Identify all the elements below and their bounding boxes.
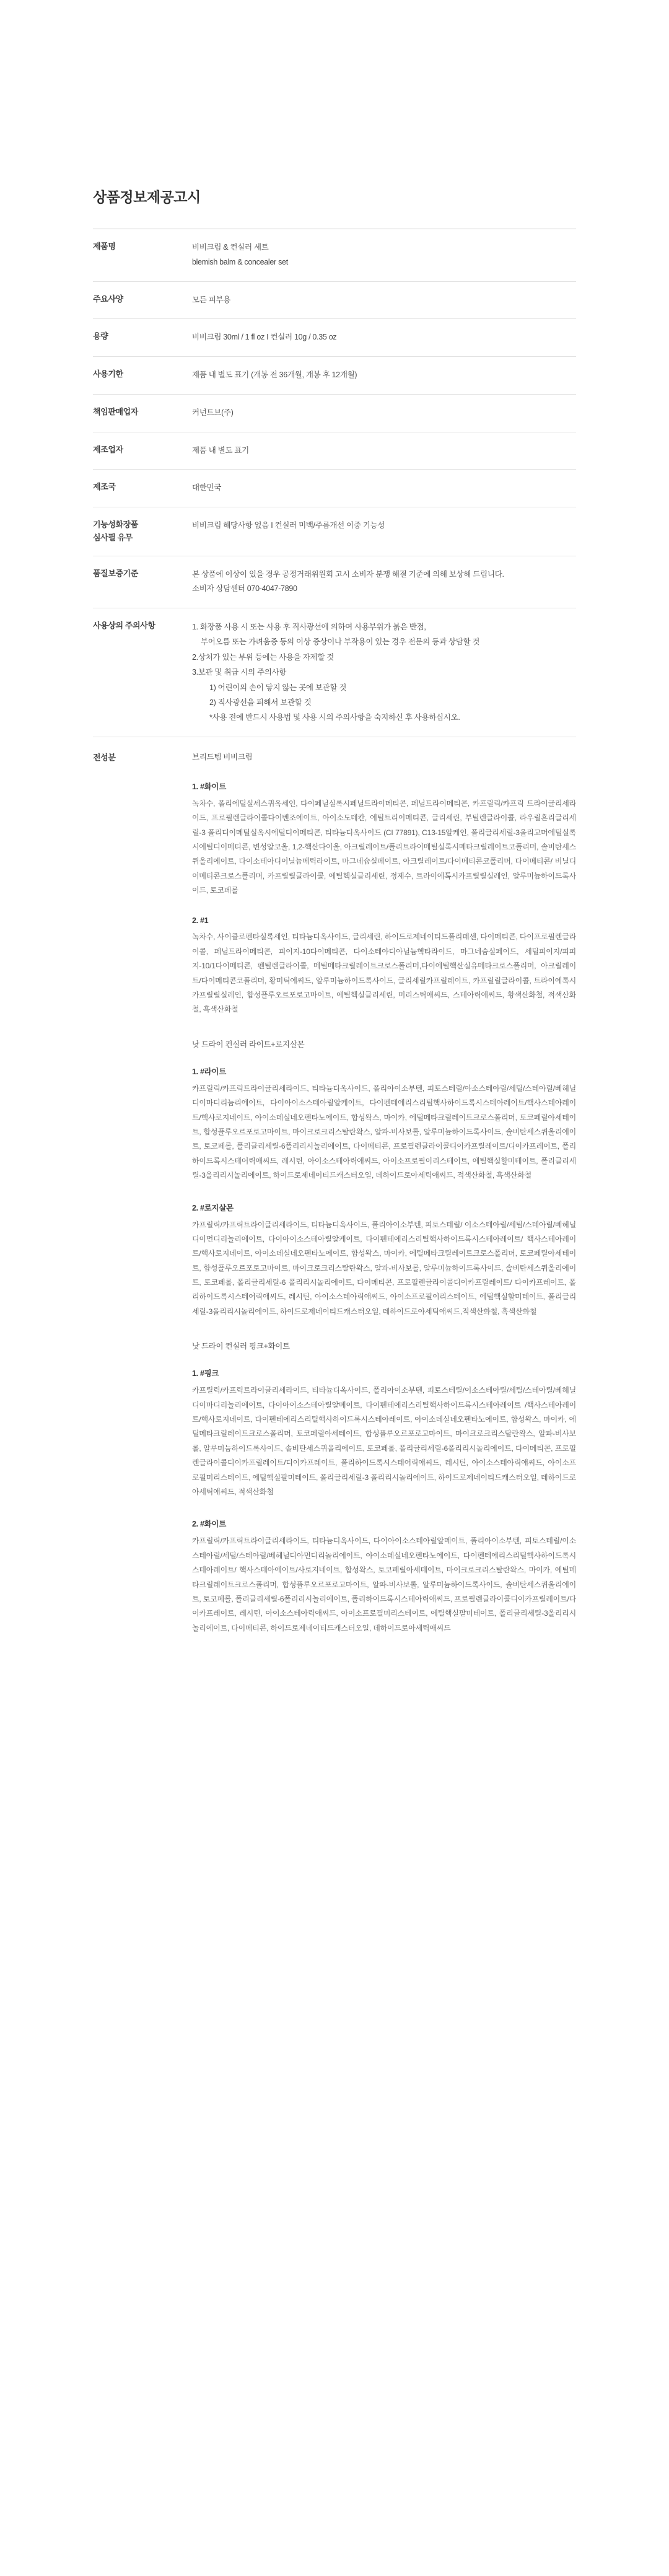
ingredient-group-head: 1. #핑크 xyxy=(192,1369,219,1378)
ingredient-group-head: 2. #1 xyxy=(192,916,209,926)
ingredient-group-body: 카프릴릭/카프릭트라이글리세라이드, 티타늄디옥사이드, 다이아이소스테아릴알메이트, 폴리아이소부텐, 피토스테릴/이소스테아릴/세틸/스테아릴/베헤닐디아먼디리놀리에이트, 아이소데실네오펜타노에이트, 다이펜테에리스리틸핵사하이드록시스테아레이트/ 핵사스테아에이트/사로지네이트, 합성왁스, 토코페릴아세테이트, 마이크로크리스탈란왁스, 마이카, 에틸메타크릴레이트크로스폴리머, 합성플루오르포로고마이트, 알파-비사보롤, 알루미늄하이드록사이드, 솔비탄세스퀴올리에이트, 토코페롤, 폴리글리세릴-6폴리리시놀리에이트, 폴리하이드록시스테아릭애씨드, 프로필렌글라이콜디이카프릴레이트/다이카프레이트, 레시틴, 아이소스테아릭애씨드, 아이소프로필미리스테이트, 에틸핵실팔미테이트, 폴리글리세릴-3올리리시놀리에이트, 다이메티콘, 하이드로제네이티드캐스터오일, 데하이드로아세틱애씨드 xyxy=(192,1536,576,1632)
ingredient-group-body: 카프릴릭/카프릭트라이글리세라이드, 티타늄디옥사이드, 폴리아이소부텐, 피토스테릴/ 이소스테아릴/세틸/스테아릴/베헤닐디이먼디리놀리에이트, 다이아이소스테아릴알케이트, 다이펜테에리스리틸핵사하이드록시스테아레이트/ 핵사스테아레이트/핵사로지네이트, 아이소데실네오펜타노에이트, 합성왁스, 마이카, 에틸메타크릴레이트크로스폴리머, 토코페릴아세테이트, 합성플루오르포로고마이트, 마이크로크리스탈란왁스, 알파-비사보롤, 알루미늄하이드록사이드, 솔비탄세스퀴올리에이트, 토코페롤, 폴리글리세릴-6 폴리리시놀리에이트, 다이메티콘, 프로필렌글라이콜디이카프릴레이트/ 다이카프레이트, 폴리하이드록시스테어릭애씨드, 레시틴, 아이소스테아릭애씨드, 아이소프로필이리스테이트, 에틸핵실할미테이트, 폴리글리세릴-3올리리시놀리에이트, 하이드로제네이티드캐스터오일, 데하이드로아세틱애씨드,적색산화철, 흑색산화철 xyxy=(192,1220,576,1316)
list-item: 2) 직사광선을 피해서 보관할 것 xyxy=(209,698,312,707)
ingredient-product-title-2: 낫 드라이 컨실러 라이트+로지살몬 xyxy=(192,1040,305,1049)
table-row xyxy=(93,229,576,282)
spec-label-product-name: 제품명 xyxy=(93,242,116,251)
spec-label-line: 기능성화장품 xyxy=(93,520,138,529)
list-item: *사용 전에 반드시 사용법 및 사용 시의 주의사항을 숙지하신 후 사용하십시오. xyxy=(209,713,460,722)
list-item: 부어오름 또는 가려움증 등의 이상 증상이나 부작용이 있는 경우 전문의 등과 상담할 것 xyxy=(201,637,480,647)
ingredients-label: 전성분 xyxy=(93,752,116,762)
spec-value-line: blemish balm & concealer set xyxy=(192,257,288,266)
spec-label-line: 심사필 유무 xyxy=(93,532,133,542)
ingredient-group-body: 카프릴릭/카프릭트라이글리세라이드, 티타늄디옥사이드, 폴리아이소부텐, 피토스테릴/이소스테아릴/세틸/스테아릴/베헤닐디이마디리놀리에이트, 다이아이소스테아릴알메이트, 다이펜테에리스리틸핵사하이드록시스테아레이트 /핵사스테아레이트/핵사로지네이트, 다이펜테에리스리틸핵사하이드록시스테아레이트, 아이소데실네오펜타노에이트, 합성왁스, 마이카, 에틸메타크릴레이트크로스폴리머, 토코페릴아세테이트, 합성플루오르포로고마이트, 마이크로크리스탈란왁스, 알파-비사보롤, 알루미늄하이드록사이드, 솔비탄세스퀴올리에이트, 토코페롤, 폴리글리세릴-6폴리리시놀리에이트, 다이메티콘, 프로필렌글라이콜디이카프릴레이트/디이카프레이트, 폴리하이드록시스테어릭애씨드, 레시틴, 아이소스테아릭애씨드, 아이소프로필미리스테이트, 에틸핵실팔미테이트, 폴리글리세릴-3 폴리리시놀리에이트, 하이드로제네이티드캐스터오일, 데하이드로아세틱애씨드, 적색산화철 xyxy=(192,1386,576,1496)
spec-value-line: 비비크림 해당사항 없음 I 컨실러 미백/주름개선 이중 기능성 xyxy=(192,521,385,530)
spec-value-precautions xyxy=(192,608,576,737)
ingredient-group xyxy=(192,1066,576,1183)
spec-value-main-spec xyxy=(192,281,576,319)
ingredient-group xyxy=(192,781,576,898)
spec-value-country xyxy=(192,470,576,507)
spec-value-manufacturer xyxy=(192,432,576,470)
product-spec-table xyxy=(93,229,576,737)
ingredient-group xyxy=(192,1202,576,1320)
list-item: 3.보관 및 취급 시의 주의사항 xyxy=(192,668,287,677)
ingredients-content xyxy=(192,737,576,1679)
table-row xyxy=(93,394,576,432)
table-row xyxy=(93,432,576,470)
precaution-list xyxy=(192,620,576,725)
spec-label-quality-guarantee: 품질보증기준 xyxy=(93,568,138,578)
ingredient-group xyxy=(192,916,576,1017)
spec-value-volume xyxy=(192,319,576,357)
spec-label-manufacturer: 제조업자 xyxy=(93,444,123,454)
ingredient-product-title-1: 브리드템 비비크림 xyxy=(192,752,253,761)
spec-label-expiry: 사용기한 xyxy=(93,369,123,379)
spec-value-functional-cosmetic xyxy=(192,507,576,556)
spec-value-expiry xyxy=(192,357,576,395)
spec-label-country: 제조국 xyxy=(93,482,116,492)
ingredient-group xyxy=(192,1367,576,1499)
ingredient-group-head: 2. #화이트 xyxy=(192,1520,226,1529)
list-item: 2.상처가 있는 부위 등에는 사용을 자제할 것 xyxy=(192,652,334,662)
table-row xyxy=(93,556,576,608)
spec-label-functional-cosmetic xyxy=(93,507,192,556)
spec-label-precautions: 사용상의 주의사항 xyxy=(93,621,155,631)
spec-value-quality-guarantee xyxy=(192,556,576,608)
ingredient-product-title-3: 낫 드라이 컨실러 핑크+화이트 xyxy=(192,1342,290,1351)
ingredient-group-head: 1. #라이트 xyxy=(192,1067,226,1076)
spec-label-main-spec: 주요사양 xyxy=(93,294,123,304)
spec-value-line: 소비자 상담센터 070-4047-7890 xyxy=(192,584,297,594)
spec-label-seller: 책임판매업자 xyxy=(93,406,138,416)
table-row xyxy=(93,608,576,737)
spec-value-line: 대한민국 xyxy=(192,483,222,493)
list-item: 1. 화장품 사용 시 또는 사용 후 직사광선에 의하여 사용부위가 붉은 반점, xyxy=(192,623,426,632)
spec-value-line: 제품 내 별도 표기 xyxy=(192,445,249,455)
ingredient-group-head: 1. #화이트 xyxy=(192,782,226,791)
ingredient-group-body: 카프릴릭/카프릭트라이글리세라이드, 티타늄디옥사이드, 폴리아이소부텐, 피토스테릴/아소스테아릴/세틸/스테아릴/베헤닐디이마디리늄리에이트, 다이아이소스테아릴알케이트, 다이펜테에리스리틸핵사하이드록시스테아레이트/핵사스테아레이트/핵사로지네이트, 아이소데실네오펜타노에이트, 합성왁스, 마이카, 에틸메타크릴레이트크로스폴리머, 토코페릴아세테이트, 합성플루오르포로고마이트, 마이크로크리스탈란왁스, 알파-비사보롤, 알루미늄하이드록사이드, 솔비탄세스퀴올리에이트, 토코페롤, 폴리글리세릴-6폴리리시놀리에이트, 다이메티콘, 프로필렌글라이콜디이카프릴레이트/디이카프레이트, 폴리하이드록시스테어릭애씨드, 레시틴, 아이소스테아릭애씨드, 아이소프로필이리스테이트, 에틸핵실할미테이트, 폴리글리세릴-3올리리시놀리에이트, 하이드로제네이티드캐스터오일, 데하이드로아세틱애씨드, 적색산화철, 흑색산화철 xyxy=(192,1084,576,1180)
table-row xyxy=(93,357,576,395)
table-row xyxy=(93,470,576,507)
spec-value-seller xyxy=(192,394,576,432)
ingredient-group-body: 녹차수, 폴리에틸실세스퀴옥세인, 다이페닐실록시페닐트라이메티콘, 페닐트라이메티콘, 카프릴릭/카프릭 트라이글리세라이드, 프로필렌글라이콜다이벤조에이트, 아이소도데칸, 에틸트리이메티콘, 글리세린, 부틸렌글라이콜, 라우릴흔리글리세릴-3 폴리디이메틸실옥시에틸디이메티콘, 티타늄디옥사이드 (CI 77891), C13-15알케인, 폴리글리세릴-3올리고머에틸실록시에틸디이메티콘, 변성알코올, 1,2-핵산다이올, 아크릴레이트/폴리트라이메틸실록시메타크릴레이트코폴리머, 솔비탄세스퀴올리에이트, 다이소테아디이닐늄메틱라이트, 마그네슘실페이트, 아크릴레이트/다이메티콘코폴리머, 다이메티콘/ 비닐디이메티콘크로스폴리머, 카프릴릴글라이콜, 에틸헥실글리세린, 정제수, 트라이에톡시카프릴릴실레인, 알루미늄하이드록사이드, 토코페롤 xyxy=(192,799,576,895)
ingredient-group-head: 2. #로지살몬 xyxy=(192,1203,234,1212)
spec-label-volume: 용량 xyxy=(93,331,108,341)
bottom-spacer xyxy=(93,1679,576,1772)
spec-value-line: 커넌트브(주) xyxy=(192,408,234,417)
spec-value-line: 비비크림 & 컨실러 세트 xyxy=(192,243,269,252)
content-container xyxy=(93,0,576,1772)
spec-value-line: 제품 내 별도 표기 (개봉 전 36개월, 개봉 후 12개월) xyxy=(192,370,357,379)
ingredient-group-body: 녹차수, 사이클로펜타실록세인, 티타늄디옥사이드, 글리세린, 하이드로제네이티드폴리데센, 다이메티콘, 다이프로필렌글라이콜, 페닐트라이메티콘, 피이지-10다이메티콘, 다이소테아디아닐늄헥타라이드, 마그네슘실페이드, 세틸피이지/피피지-10/1다이메티콘, 펜틸렌글라이콜, 메틸메타크릴레이트크로스폴리머,다이에틸핵산실유메타크로스폴리머, 아크릴레이트/다이메티콘코폴리머, 황미틱에씨드, 알루미늄하이드록사이드, 글리세릴카프릴레이트, 카프릴릴글라이콜, 트라이에톡시카프릴릴실레인, 합성플루오르포로고마이트, 에틸헥실글리세린, 미리스틱애씨드, 스테아릭애씨드, 황색산화철, 적색산화철, 흑색산화철 xyxy=(192,932,576,1014)
ingredient-group xyxy=(192,1518,576,1636)
page-title: 상품정보제공고시 xyxy=(93,189,201,205)
spec-value-line: 모든 피부용 xyxy=(192,295,231,304)
table-row xyxy=(93,737,576,1679)
ingredients-table xyxy=(93,737,576,1679)
spec-value-line: 비비크림 30ml / 1 fl oz I 컨실러 10g / 0.35 oz xyxy=(192,333,337,342)
table-row xyxy=(93,281,576,319)
table-row xyxy=(93,319,576,357)
spec-value-product-name xyxy=(192,229,576,282)
spec-value-line: 본 상품에 이상이 있을 경우 공정거래위원회 고시 소비자 분쟁 해결 기준에 의해 보상해 드립니다. xyxy=(192,569,504,579)
table-row xyxy=(93,507,576,556)
list-item: 1) 어린이의 손이 닿지 않는 곳에 보관할 것 xyxy=(209,683,347,692)
